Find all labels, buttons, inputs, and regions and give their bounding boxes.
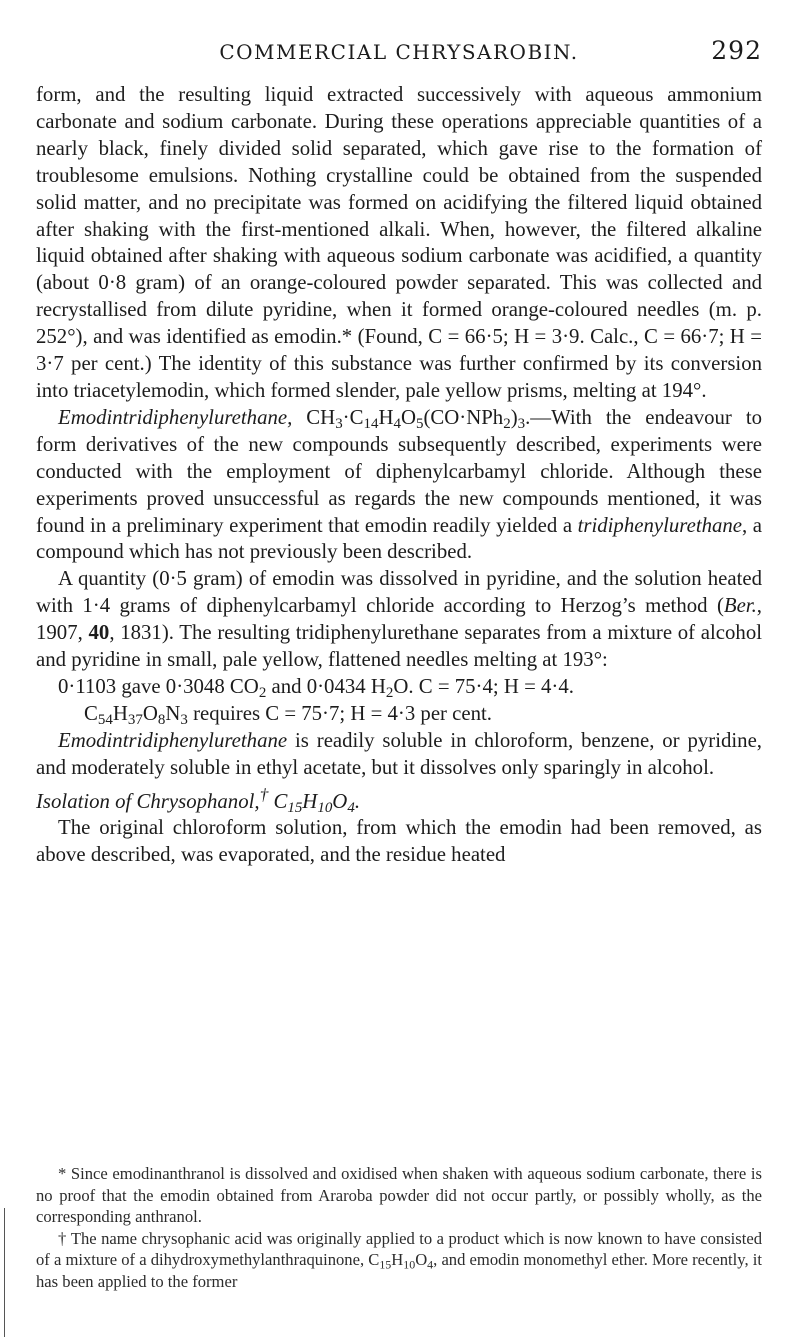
requires-line: $C_{54}H_{37}O_8N_3$ requires C = 75·7; H = 4·3 per cent. (84, 701, 493, 729)
scan-margin-line (4, 1208, 5, 1337)
paragraph-5: The original chloroform solution, from which the emodin had been removed, as above described, was evaporated, and the residue heated (36, 816, 762, 867)
paragraph-4: Emodintridiphenylurethane is readily soluble in chloroform, benzene, or pyridine, and moderately soluble in ethyl acetate, but it dissolves only sparingly in alcohol. (36, 728, 762, 779)
page-number: 292 (711, 36, 762, 65)
body-text (36, 82, 762, 869)
running-title: COMMERCIAL CHRYSAROBIN. (219, 40, 579, 64)
dagger-mark: † (259, 784, 269, 804)
term-emodintridiphenylurethane: Emodintridiphenylurethane (58, 728, 288, 752)
compound-title: Emodintridiphenylurethane, (58, 405, 293, 429)
paragraph-2: Emodintridiphenylurethane, $CH_3\cdot C_{14}H_4O_5(CO\cdot NPh_2)_3.—With$ the endeavour to form derivatives of the new compounds subsequently described, experiments were conducted with the employment of diphenylcarbamyl chloride. Although these experiments proved unsuccessful as regards the new compounds mentioned, it was found in a preliminary experiment that emodin readily yielded a tridiphenylurethane, a compound which has not previously been described. (36, 405, 762, 564)
section-heading: Isolation of Chrysophanol,† $C_{15}H_{10}O_4$. (36, 784, 361, 816)
compound-formula: $CH_3\cdot C_{14}H_4O_5(CO\cdot NPh_2)_3$ (306, 405, 526, 433)
volume-number: 40 (88, 621, 110, 645)
term-tridiphenylurethane: tridiphenylurethane (577, 513, 743, 537)
journal-abbrev: Ber. (723, 594, 757, 618)
footnote-2: † The name chrysophanic acid was originally applied to a product which is now known to have consisted of a mixture of a dihydroxymethylanthraquinone, $C_{15}H_{10}O_4$, and emodin monomethyl ether. More recently, it has been applied to the former (36, 1228, 763, 1291)
footnotes (36, 1163, 762, 1293)
paragraph-1: form, and the resulting liquid extracted successively with aqueous ammonium carbonate and sodium carbonate. During these operations appreciable quantities of a nearly black, finely divided solid separated, which gave rise to the formation of troublesome emulsions. Nothing crystalline could be obtained from the suspended solid matter, and no precipitate was formed on acidifying the filtered liquid obtained after shaking with the first-mentioned alkali. When, however, the filtered alkaline liquid obtained after shaking with aqueous sodium carbonate was acidified, a quantity (about 0·8 gram) of an orange-coloured powder separated. This was collected and recrystallised from dilute pyridine, when it formed orange-coloured needles (m. p. 252°), and was identified as emodin.* (Found, C = 66·5; H = 3·9. Calc., C = 66·7; H = 3·7 per cent.) The identity of this substance was further confirmed by its conversion into triacetylemodin, which formed slender, pale yellow prisms, melting at 194°. (36, 83, 762, 402)
footnote-1: * Since emodinanthranol is dissolved and oxidised when shaken with aqueous sodium carbonate, there is no proof that the emodin obtained from Araroba powder did not occur partly, or possibly wholly, as the corresponding anthranol. (36, 1164, 762, 1227)
analysis-line: 0·1103 gave 0·3048 $CO_2$ and 0·0434 $H_2O$. C = 75·4; H = 4·4. (58, 674, 574, 702)
paragraph-3: A quantity (0·5 gram) of emodin was dissolved in pyridine, and the solution heated with 1·4 grams of diphenylcarbamyl chloride according to Herzog’s method (Ber., 1907, 40, 1831). The resulting tridiphenylurethane separates from a mixture of alcohol and pyridine in small, pale yellow, flattened needles melting at 193°: (36, 567, 762, 672)
page-header (36, 36, 762, 74)
